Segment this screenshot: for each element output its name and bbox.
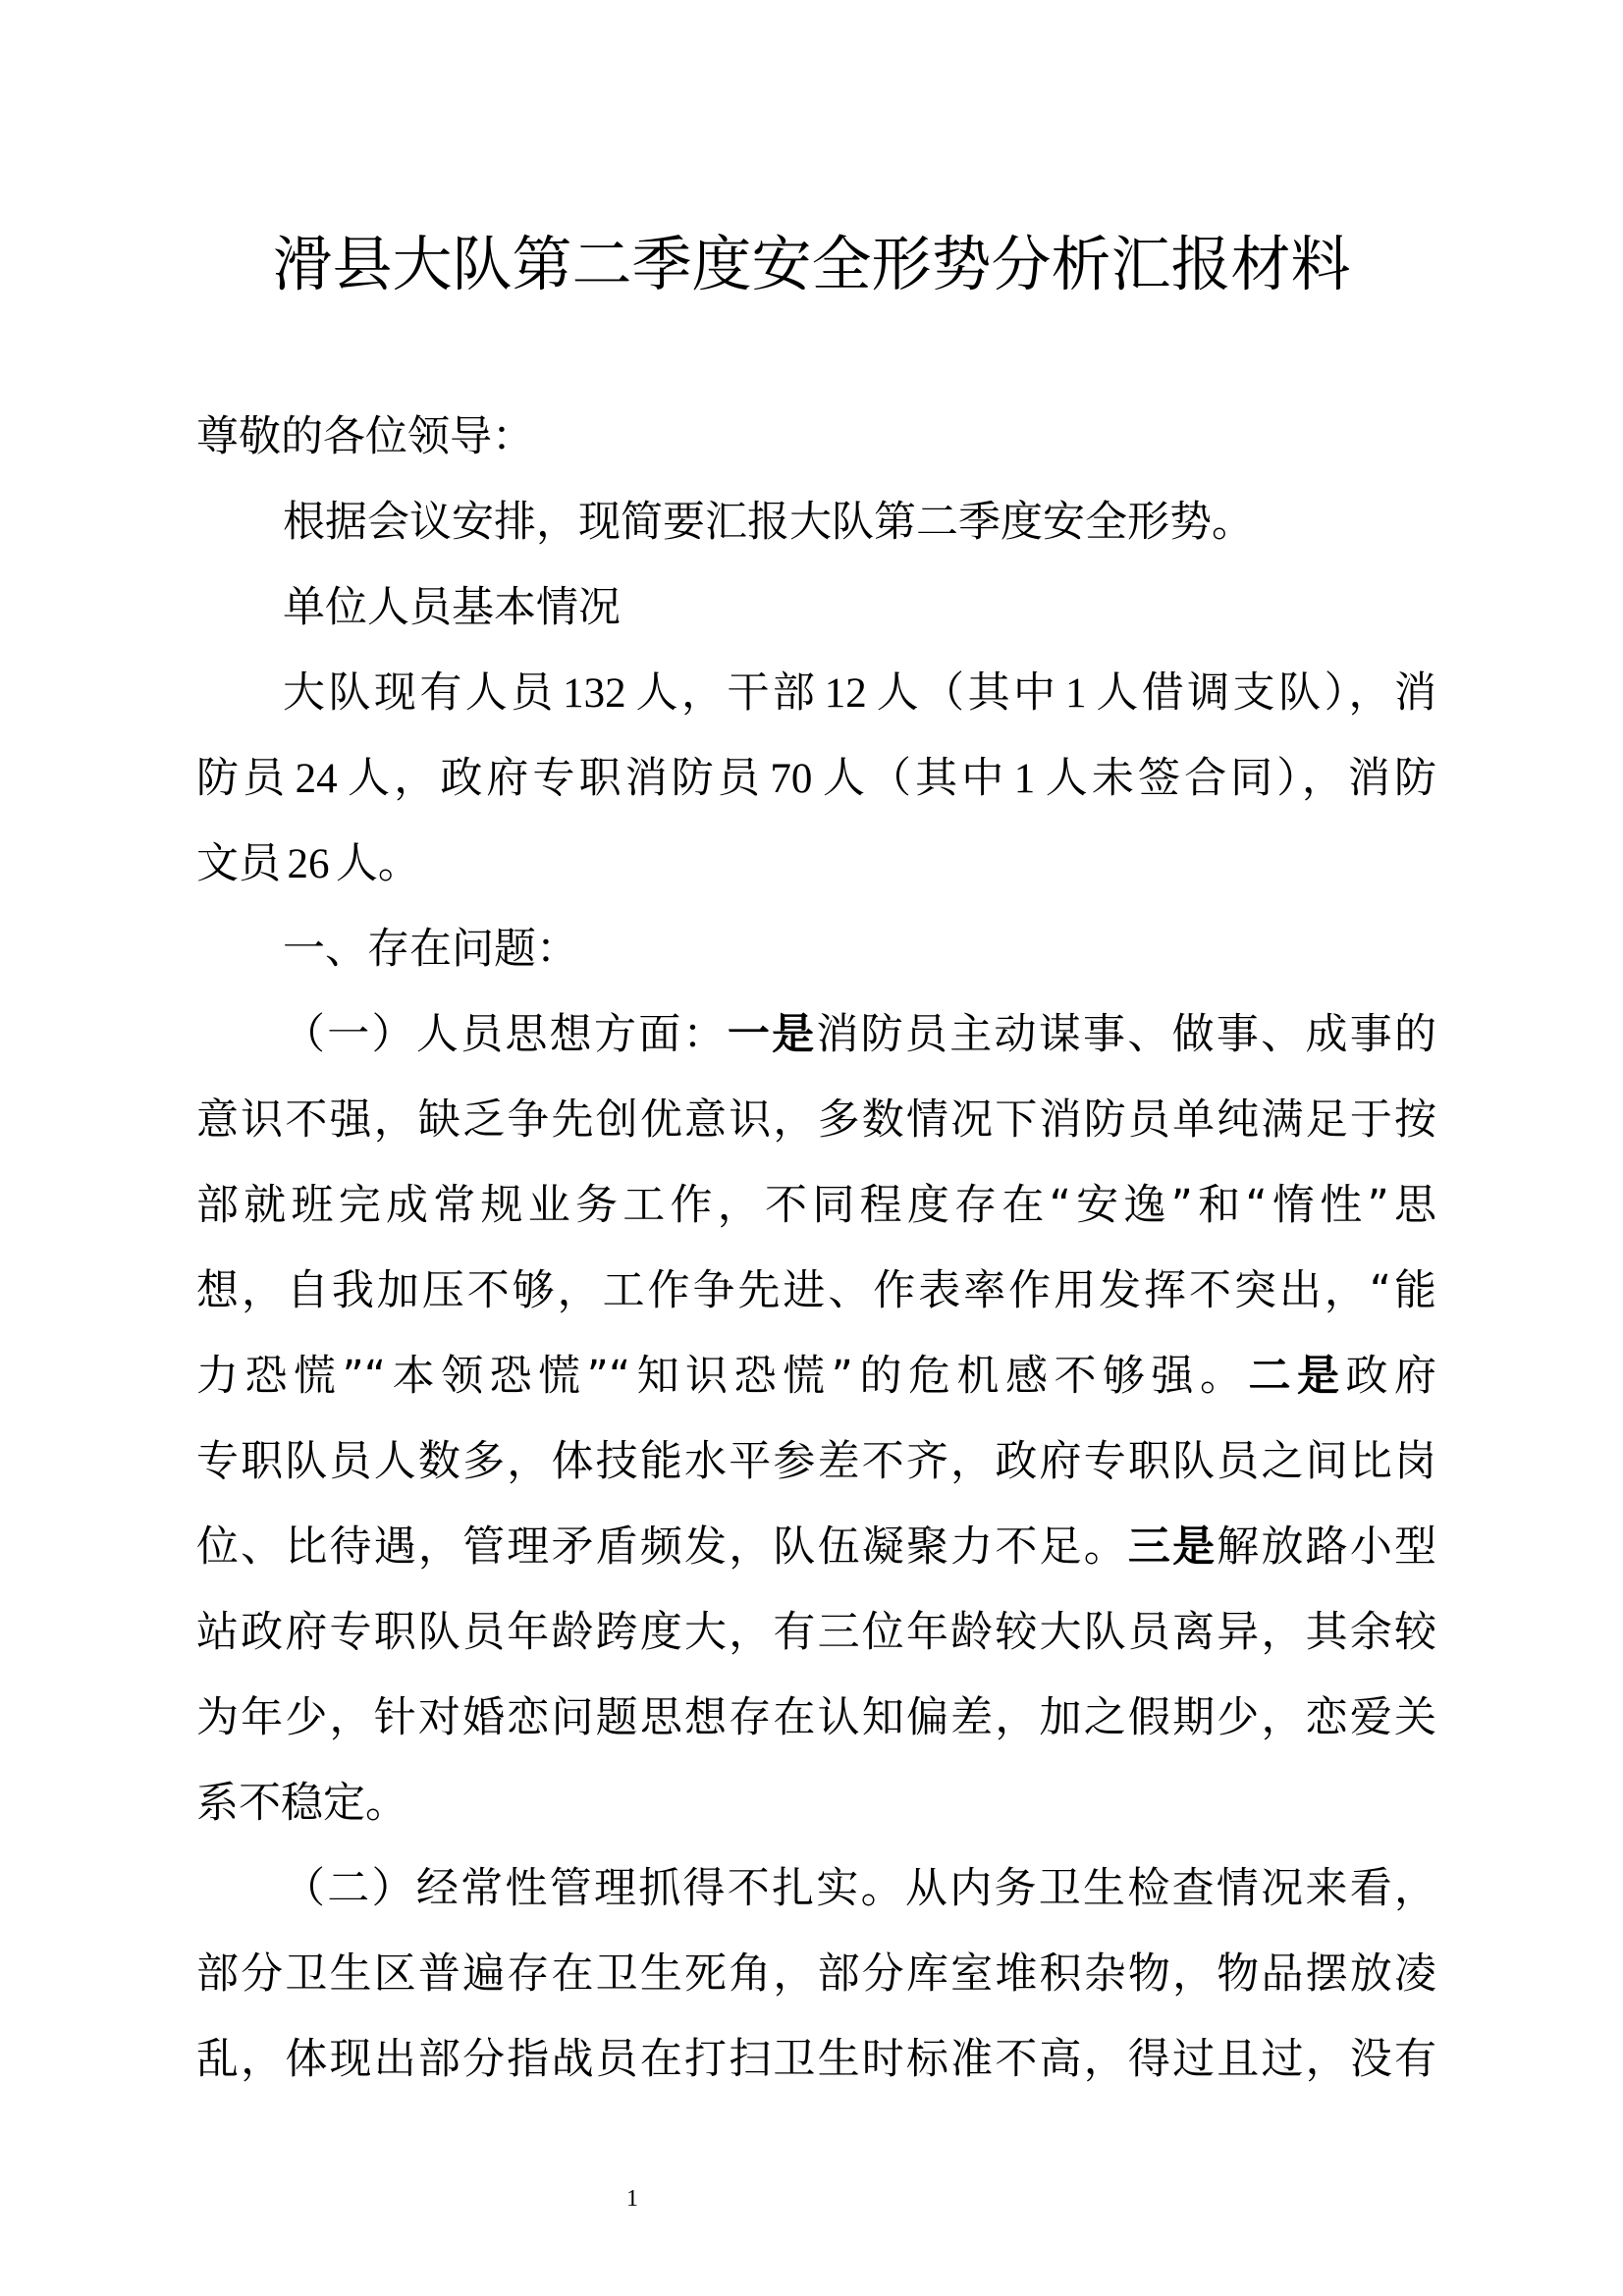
section-heading-basic-info: 单位人员基本情况: [283, 583, 621, 632]
emphasis-second: 二是: [1248, 1352, 1346, 1401]
civilian-staff-count: 26: [287, 841, 330, 887]
body-line: 想，自我加压不够，工作争先进、作表率作用发挥不突出，“能: [196, 1266, 1436, 1315]
text-segment: 消防员主动谋事、做事、成事的: [816, 1010, 1436, 1059]
body-line: 乱，体现出部分指战员在打扫卫生时标准不高，得过且过，没有: [196, 2035, 1436, 2084]
body-line: [196, 1505, 1436, 1590]
body-line: （二）经常性管理抓得不扎实。从内务卫生检查情况来看，: [283, 1864, 1436, 1913]
body-line: [196, 736, 1436, 822]
document-body: [196, 395, 1436, 2103]
seconded-count: 1: [1064, 670, 1087, 717]
emphasis-first: 一是: [727, 1010, 817, 1059]
section-heading-problems: 一、存在问题：: [283, 925, 578, 974]
text-segment: 政府: [1345, 1352, 1436, 1401]
salutation: 尊敬的各位领导：: [196, 412, 534, 461]
subsection-heading: （一）人员思想方面：: [283, 1010, 728, 1059]
text-segment: 文员: [196, 839, 281, 888]
text-segment: 解放路小型: [1217, 1522, 1436, 1572]
govt-fulltime-count: 70: [770, 756, 813, 802]
cadre-count: 12: [824, 670, 867, 717]
text-segment: 防员: [196, 754, 290, 803]
text-segment: 位、比待遇，管理矛盾频发，队伍凝聚力不足。: [196, 1522, 1128, 1572]
text-segment: 人，政府专职消防员: [344, 754, 764, 803]
emphasis-third: 三是: [1127, 1522, 1217, 1572]
text-segment: 人，干部: [632, 668, 819, 718]
body-line: 部就班完成常规业务工作，不同程度存在“安逸”和“惰性”思: [196, 1181, 1436, 1230]
body-line: 意识不强，缺乏争先创优意识，多数情况下消防员单纯满足于按: [196, 1095, 1436, 1145]
intro-paragraph: 根据会议安排，现简要汇报大队第二季度安全形势。: [283, 498, 1254, 547]
body-line: [196, 651, 1436, 736]
text-segment: 人（其中: [873, 668, 1059, 718]
unsigned-count: 1: [1013, 756, 1036, 802]
document-title: 滑县大队第二季度安全形势分析汇报材料: [272, 230, 1351, 299]
text-segment: 人借调支队），消: [1092, 668, 1436, 718]
page-number: 1: [626, 2186, 638, 2212]
body-line: [196, 1334, 1436, 1419]
firefighter-count: 24: [295, 756, 338, 802]
body-line: 系不稳定。: [196, 1779, 407, 1828]
body-line: 专职队员人数多，体技能水平参差不齐，政府专职队员之间比岗: [196, 1437, 1436, 1486]
body-line: [196, 822, 1436, 907]
text-segment: 人。: [335, 839, 420, 888]
total-personnel-count: 132: [563, 670, 626, 717]
text-segment: 人（其中: [818, 754, 1008, 803]
body-line: 部分卫生区普遍存在卫生死角，部分库室堆积杂物，物品摆放凌: [196, 1949, 1436, 1999]
body-line: 站政府专职队员年龄跨度大，有三位年龄较大队员离异，其余较: [196, 1608, 1436, 1657]
text-segment: 人未签合同），消防: [1041, 754, 1436, 803]
text-segment: 力恐慌”“本领恐慌”“知识恐慌”的危机感不够强。: [196, 1352, 1249, 1401]
text-segment: 大队现有人员: [283, 668, 557, 718]
body-line: [196, 992, 1436, 1078]
body-line: 为年少，针对婚恋问题思想存在认知偏差，加之假期少，恋爱关: [196, 1693, 1436, 1742]
